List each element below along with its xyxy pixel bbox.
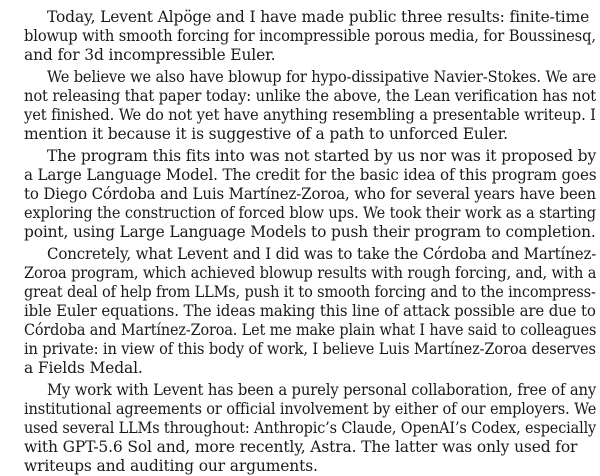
text-line: a Fields Medal.	[24, 359, 143, 377]
text-line: exploring the construction of forced blow ups. We took their work as a starting	[24, 204, 596, 222]
text-line: used several LLMs throughout: Anthropic’s Claude, OpenAI’s Codex, especially	[24, 419, 597, 437]
text-line: to Diego Córdoba and Luis Martínez-Zoroa, who for several years have been	[24, 185, 596, 203]
text-line: yet finished. We do not yet have anything resembling a presentable writeup. I	[24, 106, 596, 124]
text-line: writeups and auditing our arguments.	[24, 457, 318, 475]
text-line: great deal of help from LLMs, push it to smooth forcing and to the incompress-	[24, 283, 596, 301]
text-line: and for 3d incompressible Euler.	[24, 46, 276, 64]
text-line: not releasing that paper today: unlike the above, the Lean verification has not	[24, 87, 597, 105]
text-line: with GPT-5.6 Sol and, more recently, Astra. The latter was only used for	[24, 438, 578, 456]
text-line: ible Euler equations. The ideas making this line of attack possible are due to	[24, 302, 596, 320]
text-line: Today, Levent Alpöge and I have made public three results: finite-time	[47, 8, 590, 26]
text-line: institutional agreements or official involvement by either of our employers. We	[24, 400, 597, 418]
text-line: point, using Large Language Models to push their program to completion.	[24, 223, 596, 241]
text-line: in private: in view of this body of work, I believe Luis Martínez-Zoroa deserves	[24, 340, 596, 358]
text-line: Zoroa program, which achieved blowup results with rough forcing, and, with a	[24, 264, 597, 282]
text-line: The program this fits into was not started by us nor was it proposed by	[47, 147, 597, 165]
text-line: Córdoba and Martínez-Zoroa. Let me make plain what I have said to colleagues	[24, 321, 597, 339]
text-line: a Large Language Model. The credit for the basic idea of this program goes	[24, 166, 597, 184]
text-line: mention it because it is suggestive of a path to unforced Euler.	[24, 125, 508, 143]
text-line: We believe we also have blowup for hypo-dissipative Navier-Stokes. We are	[47, 68, 597, 86]
text-line: Concretely, what Levent and I did was to take the Córdoba and Martínez-	[47, 245, 597, 263]
text-line: blowup with smooth forcing for incompressible porous media, for Boussinesq,	[24, 27, 596, 45]
text-line: My work with Levent has been a purely personal collaboration, free of any	[47, 381, 597, 399]
